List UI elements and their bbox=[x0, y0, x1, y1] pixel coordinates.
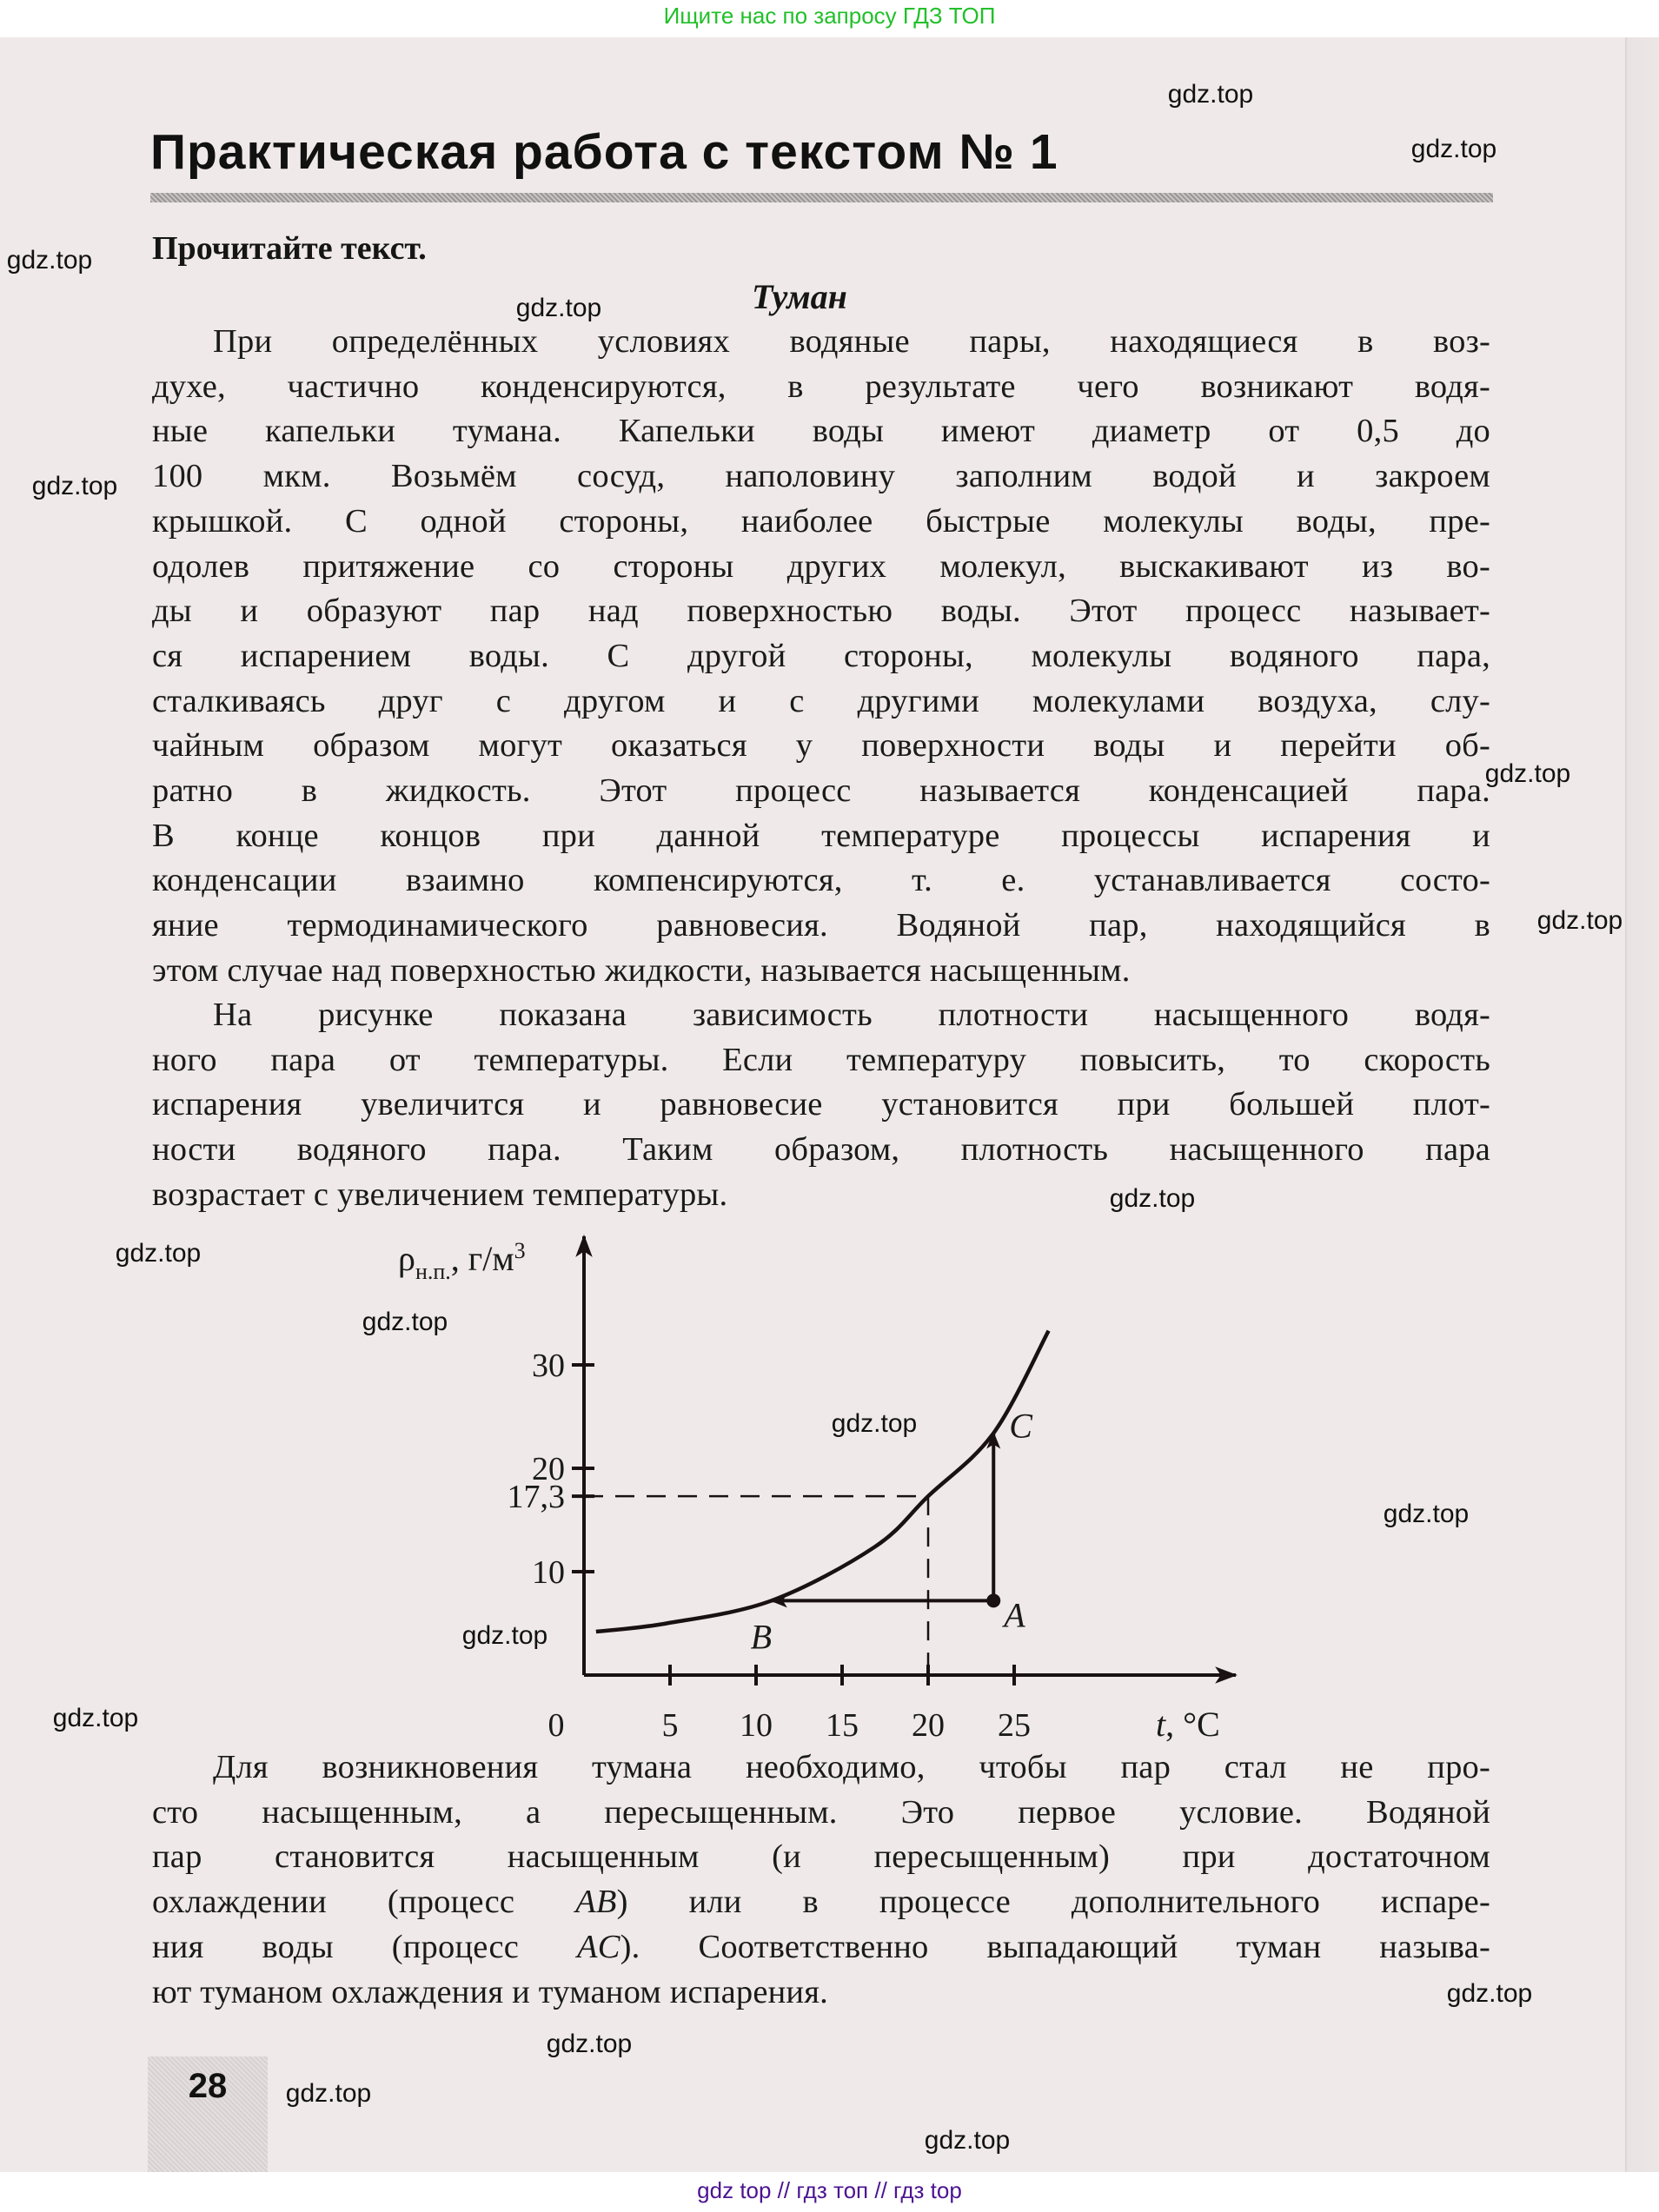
watermark: gdz.top bbox=[1167, 80, 1254, 109]
watermark: gdz.top bbox=[515, 294, 602, 322]
watermark: gdz.top bbox=[1383, 1500, 1470, 1528]
watermark: gdz.top bbox=[1484, 759, 1571, 788]
watermark: gdz.top bbox=[1536, 906, 1623, 935]
watermark: gdz.top bbox=[362, 1308, 448, 1336]
top-banner-text: Ищите нас по запросу ГДЗ ТОП bbox=[663, 3, 996, 29]
text-line: ности водяного пара. Таким образом, плотность насыщенного пара bbox=[152, 1131, 1490, 1169]
text-line: сто насыщенным, а пересыщенным. Это первое условие. Водяной bbox=[152, 1793, 1490, 1831]
x-tick-label: 25 bbox=[998, 1707, 1031, 1744]
text-line: Для возникновения тумана необходимо, чтобы пар стал не про- bbox=[213, 1749, 1490, 1785]
instruction-text: Прочитайте текст. bbox=[152, 230, 427, 267]
text-line: чайным образом могут оказаться у поверхности воды и перейти об- bbox=[152, 727, 1490, 765]
page-number: 28 bbox=[188, 2067, 228, 2105]
text-line: этом случае над поверхностью жидкости, называется насыщенным. bbox=[152, 951, 1131, 989]
y-tick-label: 30 bbox=[532, 1348, 565, 1384]
watermark: gdz.top bbox=[6, 246, 93, 275]
watermark: gdz.top bbox=[52, 1704, 139, 1732]
text-line: охлаждении (процесс AB) или в процессе дополнительного испаре- bbox=[152, 1884, 1490, 1921]
y-tick-label: 10 bbox=[532, 1554, 565, 1591]
watermark: gdz.top bbox=[461, 1621, 548, 1650]
text-line: одолев притяжение со стороны других молекул, выскакивают из во- bbox=[152, 547, 1490, 585]
x-tick-label: 20 bbox=[912, 1707, 945, 1744]
y-tick-label: 17,3 bbox=[507, 1479, 565, 1516]
x-tick-label: 5 bbox=[661, 1707, 679, 1744]
text-line: 100 мкм. Возьмём сосуд, наполовину заполним водой и закроем bbox=[152, 458, 1490, 495]
x-tick-label: 0 bbox=[547, 1707, 565, 1744]
text-line: ют туманом охлаждения и туманом испарения. bbox=[152, 1973, 828, 2010]
watermark: gdz.top bbox=[546, 2030, 633, 2058]
x-axis-label: t, °C bbox=[1156, 1705, 1220, 1744]
point-label-b: B bbox=[750, 1617, 773, 1657]
text-line: крышкой. С одной стороны, наиболее быстрые молекулы воды, пре- bbox=[152, 502, 1490, 540]
text-line: ратно в жидкость. Этот процесс называется конденсацией пара. bbox=[152, 772, 1490, 809]
y-axis-label: $\rho_{н.п.}$, $г/м^3$ bbox=[398, 1238, 526, 1284]
watermark: gdz.top bbox=[1109, 1184, 1196, 1213]
page-title: Практическая работа с текстом № 1 bbox=[150, 124, 1058, 180]
text-line: На рисунке показана зависимость плотности насыщенного водя- bbox=[213, 997, 1490, 1033]
point-label-c: C bbox=[1009, 1406, 1032, 1446]
text-line: конденсации взаимно компенсируются, т. е. устанавливается состо- bbox=[152, 862, 1490, 899]
bottom-banner bbox=[0, 2172, 1659, 2212]
text-line: пар становится насыщенным (и пересыщенным) при достаточном bbox=[152, 1838, 1490, 1876]
text-line: ся испарением воды. С другой стороны, молекулы водяного пара, bbox=[152, 637, 1490, 674]
text-line: ния воды (процесс AC). Соответственно выпадающий туман называ- bbox=[152, 1928, 1490, 1965]
text-line: ные капельки тумана. Капельки воды имеют диаметр от 0,5 до bbox=[152, 413, 1490, 450]
watermark: gdz.top bbox=[115, 1239, 202, 1268]
page-fold-shadow bbox=[1625, 37, 1659, 2172]
text-title: Туман bbox=[752, 277, 847, 316]
text-line: сталкиваясь друг с другом и с другими молекулами воздуха, слу- bbox=[152, 682, 1490, 719]
point-label-a: A bbox=[1004, 1595, 1025, 1635]
text-line: яние термодинамического равновесия. Водяной пар, находящийся в bbox=[152, 907, 1490, 944]
text-line: В конце концов при данной температуре процессы испарения и bbox=[152, 817, 1490, 854]
y-tick-label: 20 bbox=[532, 1451, 565, 1487]
x-tick-label: 10 bbox=[740, 1707, 773, 1744]
x-tick-label: 15 bbox=[826, 1707, 859, 1744]
watermark: gdz.top bbox=[31, 472, 118, 500]
title-underline-rule bbox=[150, 193, 1493, 202]
bottom-banner-text: gdz top // гдз топ // гдз top bbox=[697, 2177, 962, 2203]
text-line: ного пара от температуры. Если температуру повысить, то скорость bbox=[152, 1041, 1490, 1078]
text-line: испарения увеличится и равновесие установится при большей плот- bbox=[152, 1086, 1490, 1123]
text-line: ды и образуют пар над поверхностью воды. Этот процесс называет- bbox=[152, 593, 1490, 630]
watermark: gdz.top bbox=[924, 2126, 1011, 2155]
watermark: gdz.top bbox=[1446, 1979, 1533, 2008]
top-banner bbox=[0, 0, 1659, 37]
text-line: духе, частично конденсируются, в результате чего возникают водя- bbox=[152, 368, 1490, 405]
page-number-box bbox=[148, 2056, 268, 2172]
watermark: gdz.top bbox=[1410, 135, 1497, 163]
text-line: При определённых условиях водяные пары, находящиеся в воз- bbox=[213, 323, 1490, 360]
text-line: возрастает с увеличением температуры. bbox=[152, 1176, 728, 1213]
watermark: gdz.top bbox=[285, 2079, 372, 2108]
watermark: gdz.top bbox=[831, 1409, 918, 1438]
